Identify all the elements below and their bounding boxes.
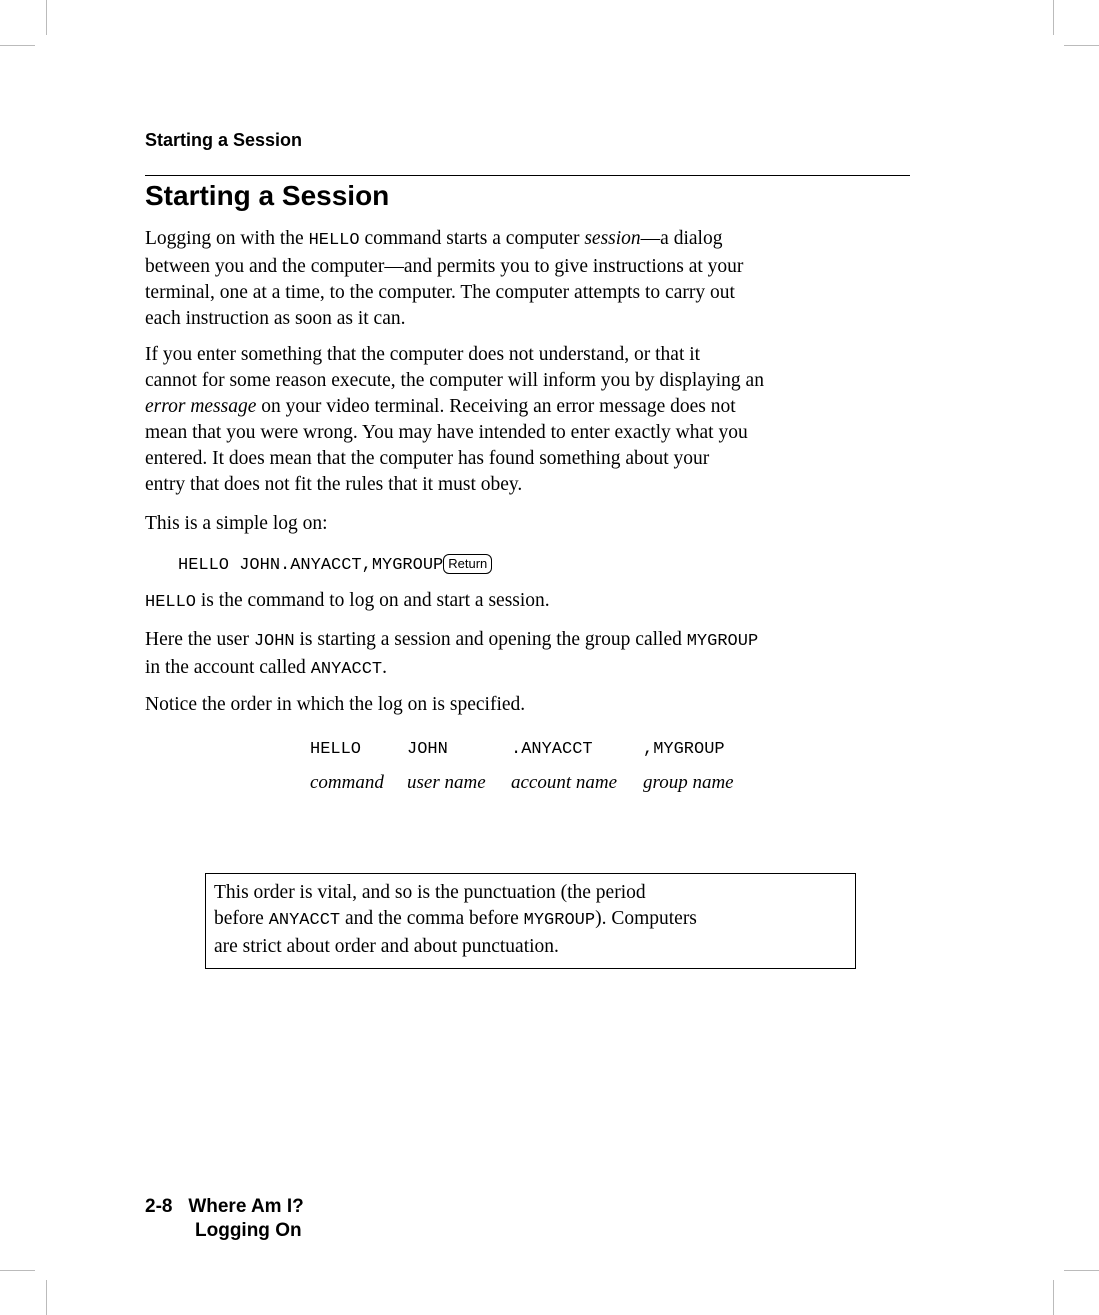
text-line	[214, 880, 697, 906]
label-command: command	[310, 772, 384, 793]
syntax-account: .ANYACCT	[511, 740, 593, 759]
crop-mark	[46, 0, 47, 35]
text-line	[145, 368, 764, 394]
running-header: Starting a Session	[145, 130, 303, 150]
code-text: HELLO	[145, 593, 197, 612]
crop-mark	[0, 45, 35, 46]
text-line	[145, 342, 764, 368]
text-run: mean that you were wrong. You may have intended to enter exactly what you	[145, 422, 748, 443]
text-run: .	[382, 657, 387, 678]
code-text: MYGROUP	[686, 632, 759, 651]
text-run: each instruction as soon as it can.	[145, 308, 406, 329]
emphasis-text: error message	[145, 396, 257, 417]
text-line	[145, 655, 758, 683]
text-line	[214, 934, 697, 960]
note-box	[205, 873, 856, 969]
text-run: entry that does not fit the rules that it must obey.	[145, 474, 523, 495]
paragraph	[145, 588, 550, 616]
code-text: HELLO JOHN.ANYACCT,MYGROUP	[178, 556, 444, 575]
text-run: on your video terminal. Receiving an error message does not	[256, 396, 736, 417]
text-run: is the command to log on and start a session.	[196, 590, 550, 611]
text-line	[145, 280, 743, 306]
section-title: Starting a Session	[145, 180, 390, 211]
label-user: user name	[407, 772, 486, 793]
crop-mark	[1053, 1280, 1054, 1315]
paragraph	[145, 692, 525, 718]
text-line	[214, 906, 697, 934]
paragraph	[145, 511, 328, 537]
paragraph	[145, 342, 764, 498]
code-text: HELLO	[308, 231, 360, 250]
text-line	[145, 446, 764, 472]
crop-mark	[1053, 0, 1054, 35]
text-line	[145, 472, 764, 498]
text-run: are strict about order and about punctuation.	[214, 936, 559, 957]
text-line	[145, 226, 743, 254]
text-run: cannot for some reason execute, the computer will inform you by displaying an	[145, 370, 764, 391]
text-line	[145, 511, 328, 537]
crop-mark	[1064, 45, 1099, 46]
footer-chapter: Where Am I?	[188, 1196, 304, 1217]
syntax-group: ,MYGROUP	[643, 740, 725, 759]
text-run: If you enter something that the computer does not understand, or that it	[145, 344, 701, 365]
code-text: JOHN	[253, 632, 295, 651]
syntax-command: HELLO	[310, 740, 362, 759]
page-footer	[145, 1195, 304, 1243]
label-group: group name	[643, 772, 734, 793]
text-run: entered. It does mean that the computer has found something about your	[145, 448, 710, 469]
text-run: Here the user	[145, 629, 254, 650]
header-rule	[145, 175, 910, 176]
text-line	[145, 627, 758, 655]
text-run: This order is vital, and so is the punctuation (the period	[214, 882, 646, 903]
text-line	[178, 551, 492, 579]
text-run: Notice the order in which the log on is specified.	[145, 694, 526, 715]
crop-mark	[1064, 1270, 1099, 1271]
text-run: This is a simple log on:	[145, 513, 328, 534]
text-line	[145, 306, 743, 332]
text-run: Logging on with the	[145, 228, 309, 249]
code-text: ANYACCT	[268, 911, 341, 930]
syntax-user: JOHN	[407, 740, 448, 759]
footer-section: Logging On	[195, 1220, 302, 1241]
text-line	[145, 254, 743, 280]
paragraph	[178, 551, 492, 579]
label-account: account name	[511, 772, 618, 793]
emphasis-text: session	[584, 228, 641, 249]
text-line	[145, 394, 764, 420]
code-text: ANYACCT	[310, 660, 383, 679]
return-key-icon: Return	[443, 554, 492, 574]
text-run: —a dialog	[640, 228, 723, 249]
paragraph	[145, 627, 758, 683]
text-line	[145, 420, 764, 446]
page-number: 2-8	[145, 1196, 173, 1217]
text-run: in the account called	[145, 657, 311, 678]
text-run: before	[214, 908, 269, 929]
crop-mark	[46, 1280, 47, 1315]
text-run: between you and the computer—and permits you to give instructions at your	[145, 256, 744, 277]
text-run: is starting a session and opening the group called	[294, 629, 687, 650]
text-line	[145, 588, 550, 616]
text-line	[145, 692, 525, 718]
paragraph	[214, 880, 697, 960]
text-run: ). Computers	[595, 908, 697, 929]
text-run: command starts a computer	[359, 228, 585, 249]
crop-mark	[0, 1270, 35, 1271]
text-run: and the comma before	[340, 908, 524, 929]
code-text: MYGROUP	[523, 911, 596, 930]
paragraph	[145, 226, 743, 332]
text-run: terminal, one at a time, to the computer. The computer attempts to carry out	[145, 282, 735, 303]
